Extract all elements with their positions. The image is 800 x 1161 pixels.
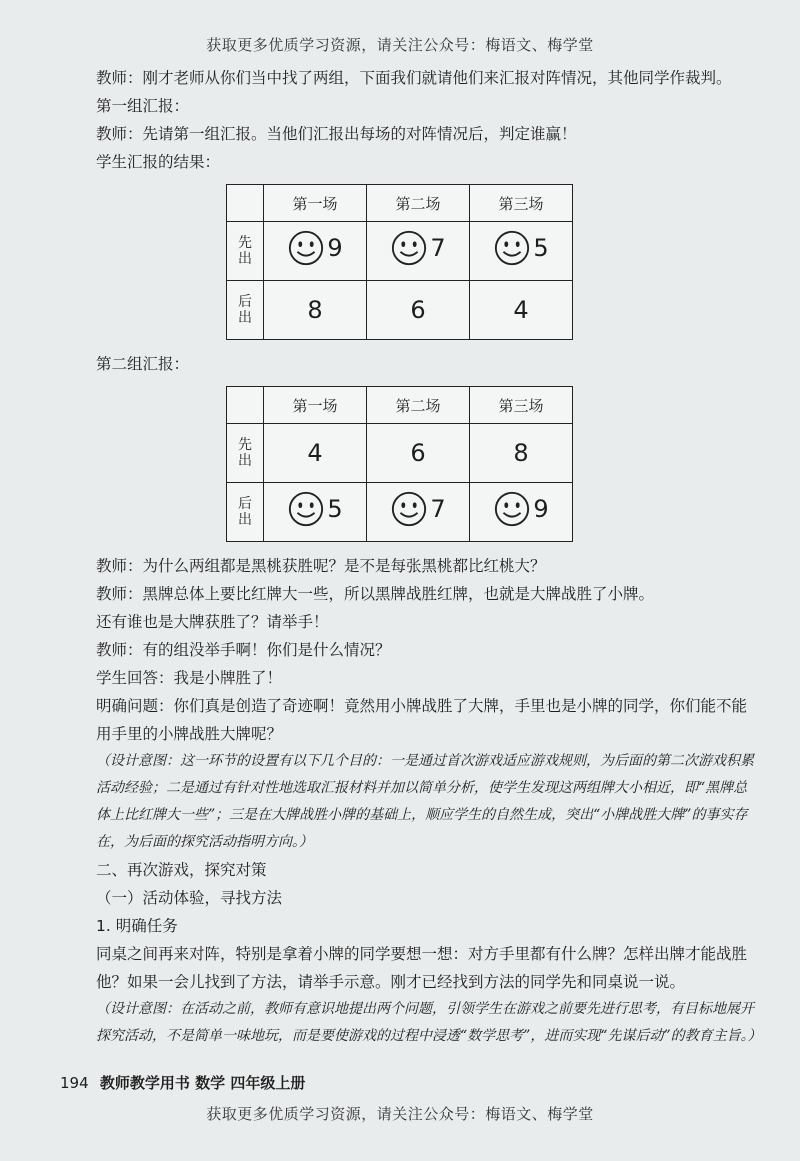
column-header: 第三场 [470, 387, 573, 424]
column-header: 第一场 [264, 387, 367, 424]
table-cell [264, 222, 367, 281]
table-corner [227, 387, 264, 424]
table-cell: 4 [264, 424, 367, 483]
column-header: 第三场 [470, 185, 573, 222]
paragraph: 学生回答：我是小牌胜了！ [96, 669, 283, 687]
card-value: 5 [533, 234, 549, 262]
card-value: 5 [327, 495, 343, 523]
book-title: 教师教学用书 数学 四年级上册 [99, 1074, 306, 1092]
paragraph: 教师：刚才老师从你们当中找了两组，下面我们就请他们来汇报对阵情况，其他同学作裁判。 [96, 69, 732, 87]
score-table-group-2 [226, 386, 573, 542]
column-header: 第二场 [367, 387, 470, 424]
table-cell [470, 483, 573, 542]
page-content [96, 64, 762, 1050]
smiley-icon [390, 229, 428, 267]
paragraph: 学生汇报的结果： [96, 153, 221, 171]
watermark-top: 获取更多优质学习资源，请关注公众号：梅语文、梅学堂 [206, 36, 594, 54]
table-cell: 8 [264, 281, 367, 340]
smiley-icon [390, 490, 428, 528]
card-value: 7 [430, 495, 446, 523]
paragraph: 明确问题：你们真是创造了奇迹啊！竟然用小牌战胜了大牌，手里也是小牌的同学，你们能不能用手里的小牌战胜大牌呢？ [96, 697, 748, 743]
table-cell: 4 [470, 281, 573, 340]
subsection-heading: （一）活动体验，寻找方法 [96, 889, 283, 907]
paragraph: 教师：有的组没举手啊！你们是什么情况？ [96, 641, 391, 659]
design-note: （设计意图：这一环节的设置有以下几个目的：一是通过首次游戏适应游戏规则，为后面的第二次游戏积累活动经验；二是通过有针对性地选取汇报材料并加以简单分析，使学生发现这两组牌大小相近，即“黑牌总体上比红牌大一些”；三是在大牌战胜小牌的基础上，顺应学生的自然生成，突出“小牌战胜大牌”的事实存在，为后面的探究活动指明方向。） [96, 753, 754, 850]
paragraph: 教师：先请第一组汇报。当他们汇报出每场的对阵情况后，判定谁赢！ [96, 125, 577, 143]
score-table-group-1 [226, 184, 573, 340]
design-note: （设计意图：在活动之前，教师有意识地提出两个问题，引领学生在游戏之前要先进行思考，有目标地展开探究活动，不是简单一味地玩，而是要使游戏的过程中浸透“数学思考”，进而实现“先谋后动”的教育主旨。） [96, 1001, 762, 1044]
column-header: 第二场 [367, 185, 470, 222]
table-cell [470, 222, 573, 281]
row-header-second: 后 出 [227, 281, 264, 340]
page-footer [60, 1072, 305, 1093]
watermark-bottom: 获取更多优质学习资源，请关注公众号：梅语文、梅学堂 [206, 1105, 594, 1123]
table-cell [367, 483, 470, 542]
row-header-first: 先 出 [227, 424, 264, 483]
paragraph: 第一组汇报： [96, 97, 190, 115]
card-value: 9 [327, 234, 343, 262]
paragraph: 教师：黑牌总体上要比红牌大一些，所以黑牌战胜红牌，也就是大牌战胜了小牌。 [96, 585, 655, 603]
row-header-first: 先 出 [227, 222, 264, 281]
paragraph: 第二组汇报： [96, 355, 190, 373]
row-header-second: 后 出 [227, 483, 264, 542]
table-cell: 6 [367, 424, 470, 483]
table-cell: 6 [367, 281, 470, 340]
item-heading: 1. 明确任务 [96, 917, 178, 935]
section-heading: 二、再次游戏，探究对策 [96, 861, 267, 879]
table-cell [367, 222, 470, 281]
paragraph: 同桌之间再来对阵，特别是拿着小牌的同学要想一想：对方手里都有什么牌？怎样出牌才能战胜他？如果一会儿找到了方法，请举手示意。刚才已经找到方法的同学先和同桌说一说。 [96, 945, 748, 991]
table-cell: 8 [470, 424, 573, 483]
paragraph: 教师：为什么两组都是黑桃获胜呢？是不是每张黑桃都比红桃大？ [96, 557, 546, 575]
column-header: 第一场 [264, 185, 367, 222]
paragraph: 还有谁也是大牌获胜了？请举手！ [96, 613, 329, 631]
smiley-icon [287, 490, 325, 528]
table-cell [264, 483, 367, 542]
card-value: 9 [533, 495, 549, 523]
card-value: 7 [430, 234, 446, 262]
page-number: 194 [60, 1074, 89, 1092]
smiley-icon [287, 229, 325, 267]
smiley-icon [493, 490, 531, 528]
table-corner [227, 185, 264, 222]
smiley-icon [493, 229, 531, 267]
